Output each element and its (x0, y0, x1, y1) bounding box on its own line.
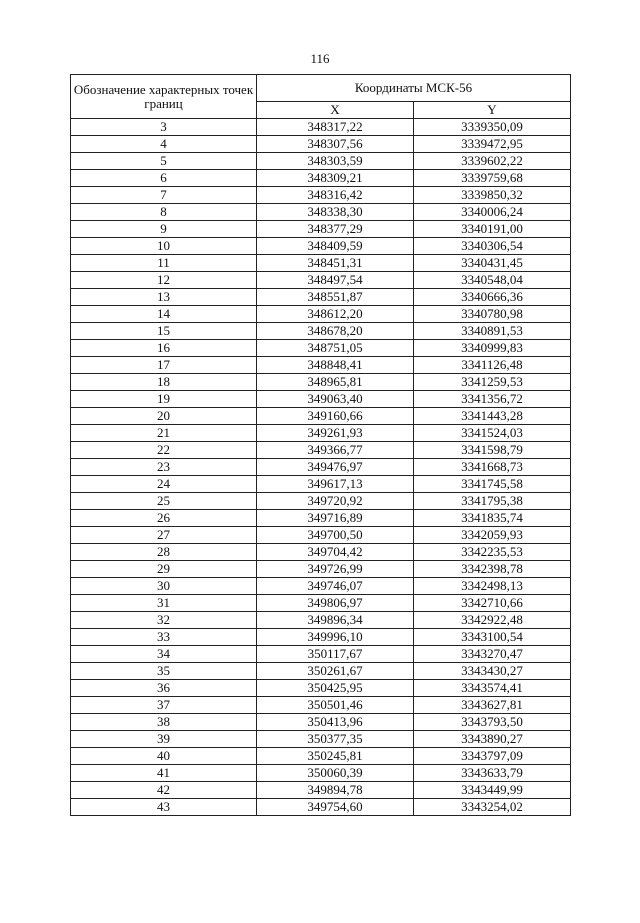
point-number-cell: 42 (71, 782, 257, 799)
table-row (71, 204, 571, 221)
table-row (71, 714, 571, 731)
point-number-cell: 34 (71, 646, 257, 663)
x-coordinate-cell: 350501,46 (257, 697, 414, 714)
y-coordinate-cell: 3341443,28 (414, 408, 571, 425)
point-number-cell: 19 (71, 391, 257, 408)
table-row (71, 595, 571, 612)
y-coordinate-cell: 3340666,36 (414, 289, 571, 306)
x-coordinate-cell: 349366,77 (257, 442, 414, 459)
x-coordinate-cell: 348678,20 (257, 323, 414, 340)
point-number-cell: 9 (71, 221, 257, 238)
x-coordinate-cell: 348751,05 (257, 340, 414, 357)
point-number-cell: 4 (71, 136, 257, 153)
point-number-cell: 31 (71, 595, 257, 612)
table-row (71, 731, 571, 748)
point-number-cell: 36 (71, 680, 257, 697)
point-number-cell: 32 (71, 612, 257, 629)
point-number-cell: 22 (71, 442, 257, 459)
point-number-cell: 12 (71, 272, 257, 289)
point-number-cell: 38 (71, 714, 257, 731)
point-number-cell: 11 (71, 255, 257, 272)
x-coordinate-cell: 349261,93 (257, 425, 414, 442)
x-coordinate-cell: 348612,20 (257, 306, 414, 323)
y-coordinate-cell: 3341524,03 (414, 425, 571, 442)
x-coordinate-cell: 349894,78 (257, 782, 414, 799)
table-row (71, 493, 571, 510)
table-row (71, 748, 571, 765)
point-number-cell: 23 (71, 459, 257, 476)
x-coordinate-cell: 350425,95 (257, 680, 414, 697)
table-row (71, 425, 571, 442)
x-coordinate-cell: 349476,97 (257, 459, 414, 476)
table-row (71, 663, 571, 680)
x-coordinate-cell: 350245,81 (257, 748, 414, 765)
table-row (71, 357, 571, 374)
x-coordinate-cell: 348848,41 (257, 357, 414, 374)
x-coordinate-cell: 348309,21 (257, 170, 414, 187)
coordinates-table (70, 74, 571, 816)
table-row (71, 255, 571, 272)
y-coordinate-cell: 3341126,48 (414, 357, 571, 374)
y-coordinate-cell: 3341795,38 (414, 493, 571, 510)
point-number-cell: 24 (71, 476, 257, 493)
y-coordinate-cell: 3343270,47 (414, 646, 571, 663)
table-row (71, 527, 571, 544)
x-coordinate-cell: 348316,42 (257, 187, 414, 204)
table-row (71, 646, 571, 663)
table-row (71, 289, 571, 306)
y-coordinate-cell: 3340306,54 (414, 238, 571, 255)
y-coordinate-cell: 3342710,66 (414, 595, 571, 612)
header-coordinates-label: Координаты МСК-56 (257, 75, 571, 102)
x-coordinate-cell: 348377,29 (257, 221, 414, 238)
y-coordinate-cell: 3341356,72 (414, 391, 571, 408)
table-row (71, 408, 571, 425)
y-coordinate-cell: 3343574,41 (414, 680, 571, 697)
table-row (71, 544, 571, 561)
table-row (71, 323, 571, 340)
table-row (71, 459, 571, 476)
y-coordinate-cell: 3343430,27 (414, 663, 571, 680)
table-row (71, 187, 571, 204)
x-coordinate-cell: 348409,59 (257, 238, 414, 255)
y-coordinate-cell: 3339602,22 (414, 153, 571, 170)
point-number-cell: 16 (71, 340, 257, 357)
y-coordinate-cell: 3341668,73 (414, 459, 571, 476)
x-coordinate-cell: 348497,54 (257, 272, 414, 289)
table-row (71, 629, 571, 646)
point-number-cell: 8 (71, 204, 257, 221)
point-number-cell: 41 (71, 765, 257, 782)
y-coordinate-cell: 3343100,54 (414, 629, 571, 646)
y-coordinate-cell: 3340191,00 (414, 221, 571, 238)
x-coordinate-cell: 349063,40 (257, 391, 414, 408)
table-row (71, 612, 571, 629)
table-row (71, 272, 571, 289)
y-coordinate-cell: 3343627,81 (414, 697, 571, 714)
x-coordinate-cell: 349754,60 (257, 799, 414, 816)
y-coordinate-cell: 3342922,48 (414, 612, 571, 629)
table-row (71, 391, 571, 408)
y-coordinate-cell: 3343449,99 (414, 782, 571, 799)
y-coordinate-cell: 3342235,53 (414, 544, 571, 561)
header-point-label: Обозначение характерных точек границ (71, 75, 257, 119)
y-coordinate-cell: 3343633,79 (414, 765, 571, 782)
point-number-cell: 10 (71, 238, 257, 255)
x-coordinate-cell: 349746,07 (257, 578, 414, 595)
x-coordinate-cell: 349720,92 (257, 493, 414, 510)
point-number-cell: 14 (71, 306, 257, 323)
y-coordinate-cell: 3340548,04 (414, 272, 571, 289)
y-coordinate-cell: 3342059,93 (414, 527, 571, 544)
point-number-cell: 33 (71, 629, 257, 646)
y-coordinate-cell: 3341598,79 (414, 442, 571, 459)
x-coordinate-cell: 348307,56 (257, 136, 414, 153)
point-number-cell: 26 (71, 510, 257, 527)
point-number-cell: 21 (71, 425, 257, 442)
x-coordinate-cell: 349726,99 (257, 561, 414, 578)
y-coordinate-cell: 3343254,02 (414, 799, 571, 816)
y-coordinate-cell: 3339850,32 (414, 187, 571, 204)
x-coordinate-cell: 349617,13 (257, 476, 414, 493)
y-coordinate-cell: 3342398,78 (414, 561, 571, 578)
point-number-cell: 27 (71, 527, 257, 544)
y-coordinate-cell: 3339759,68 (414, 170, 571, 187)
y-coordinate-cell: 3341835,74 (414, 510, 571, 527)
y-coordinate-cell: 3340999,83 (414, 340, 571, 357)
page-number: 116 (310, 51, 330, 66)
table-row (71, 153, 571, 170)
x-coordinate-cell: 349896,34 (257, 612, 414, 629)
table-row (71, 799, 571, 816)
header-y-label: Y (414, 102, 571, 119)
table-row (71, 697, 571, 714)
table-row (71, 170, 571, 187)
table-row (71, 578, 571, 595)
y-coordinate-cell: 3340780,98 (414, 306, 571, 323)
x-coordinate-cell: 350377,35 (257, 731, 414, 748)
header-x-label: X (257, 102, 414, 119)
table-header (71, 75, 571, 119)
point-number-cell: 17 (71, 357, 257, 374)
point-number-cell: 3 (71, 119, 257, 136)
table-row (71, 306, 571, 323)
point-number-cell: 6 (71, 170, 257, 187)
x-coordinate-cell: 349996,10 (257, 629, 414, 646)
x-coordinate-cell: 349700,50 (257, 527, 414, 544)
x-coordinate-cell: 349160,66 (257, 408, 414, 425)
y-coordinate-cell: 3343793,50 (414, 714, 571, 731)
table-row (71, 476, 571, 493)
point-number-cell: 28 (71, 544, 257, 561)
x-coordinate-cell: 348451,31 (257, 255, 414, 272)
x-coordinate-cell: 349704,42 (257, 544, 414, 561)
point-number-cell: 13 (71, 289, 257, 306)
x-coordinate-cell: 348317,22 (257, 119, 414, 136)
y-coordinate-cell: 3341259,53 (414, 374, 571, 391)
y-coordinate-cell: 3343890,27 (414, 731, 571, 748)
x-coordinate-cell: 348551,87 (257, 289, 414, 306)
point-number-cell: 30 (71, 578, 257, 595)
y-coordinate-cell: 3340891,53 (414, 323, 571, 340)
table-row (71, 374, 571, 391)
table-body (71, 119, 571, 816)
point-number-cell: 35 (71, 663, 257, 680)
y-coordinate-cell: 3342498,13 (414, 578, 571, 595)
point-number-cell: 40 (71, 748, 257, 765)
table-row (71, 136, 571, 153)
y-coordinate-cell: 3341745,58 (414, 476, 571, 493)
point-number-cell: 20 (71, 408, 257, 425)
table-row (71, 765, 571, 782)
table-row (71, 119, 571, 136)
x-coordinate-cell: 349716,89 (257, 510, 414, 527)
point-number-cell: 39 (71, 731, 257, 748)
point-number-cell: 43 (71, 799, 257, 816)
point-number-cell: 25 (71, 493, 257, 510)
x-coordinate-cell: 348338,30 (257, 204, 414, 221)
point-number-cell: 37 (71, 697, 257, 714)
point-number-cell: 5 (71, 153, 257, 170)
point-number-cell: 29 (71, 561, 257, 578)
point-number-cell: 7 (71, 187, 257, 204)
y-coordinate-cell: 3339472,95 (414, 136, 571, 153)
table-row (71, 510, 571, 527)
y-coordinate-cell: 3343797,09 (414, 748, 571, 765)
table-row (71, 561, 571, 578)
x-coordinate-cell: 350060,39 (257, 765, 414, 782)
x-coordinate-cell: 348965,81 (257, 374, 414, 391)
header-row (71, 75, 571, 102)
table-row (71, 782, 571, 799)
table-row (71, 442, 571, 459)
table-row (71, 221, 571, 238)
x-coordinate-cell: 350261,67 (257, 663, 414, 680)
point-number-cell: 18 (71, 374, 257, 391)
y-coordinate-cell: 3340006,24 (414, 204, 571, 221)
table-row (71, 680, 571, 697)
table-row (71, 340, 571, 357)
x-coordinate-cell: 350413,96 (257, 714, 414, 731)
x-coordinate-cell: 348303,59 (257, 153, 414, 170)
point-number-cell: 15 (71, 323, 257, 340)
x-coordinate-cell: 350117,67 (257, 646, 414, 663)
table-row (71, 238, 571, 255)
x-coordinate-cell: 349806,97 (257, 595, 414, 612)
y-coordinate-cell: 3340431,45 (414, 255, 571, 272)
y-coordinate-cell: 3339350,09 (414, 119, 571, 136)
